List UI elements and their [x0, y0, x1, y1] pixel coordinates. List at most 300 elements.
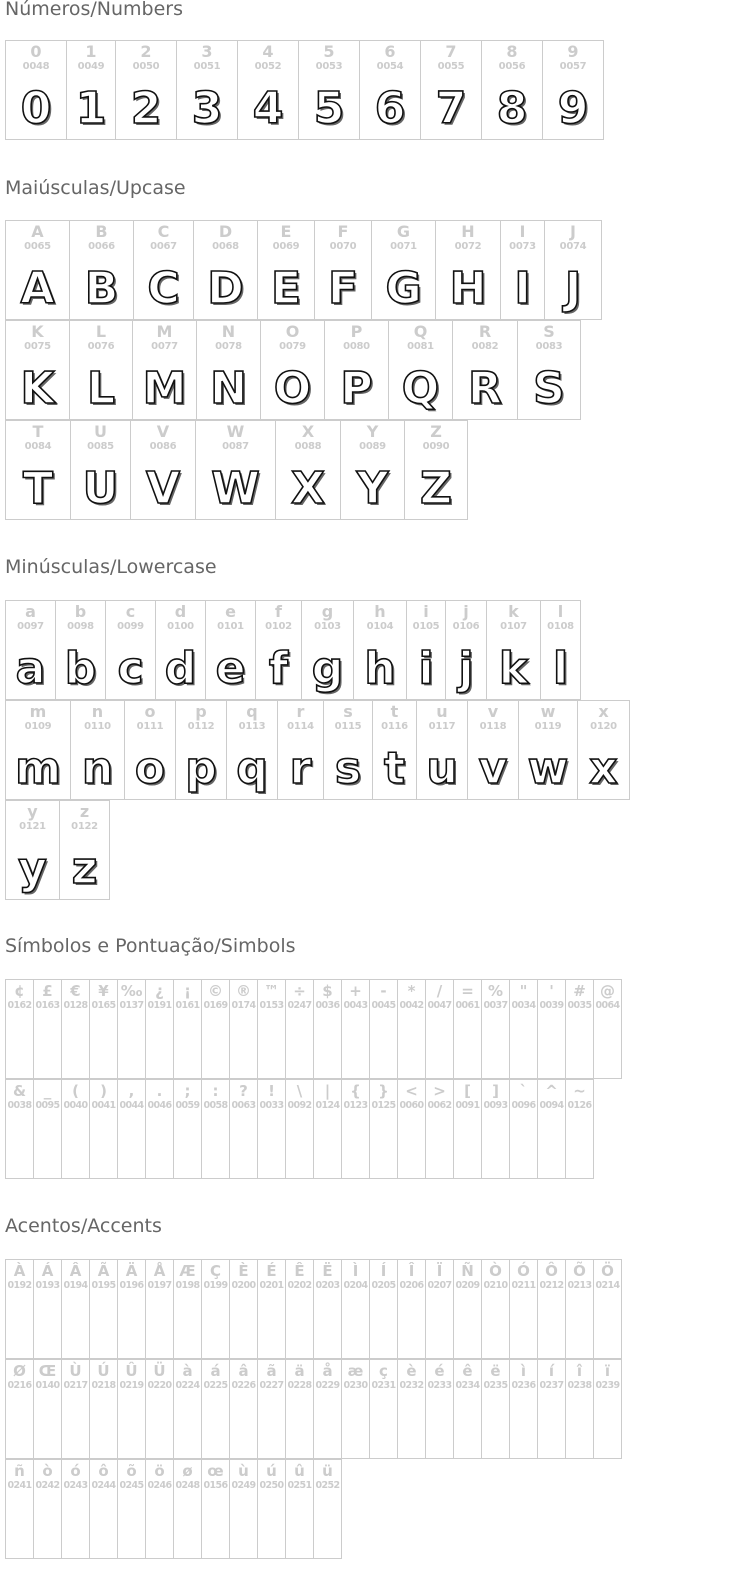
glyph-cell [257, 1359, 286, 1459]
glyph-cell [486, 600, 541, 700]
glyph-preview: s [334, 743, 362, 794]
glyph-cell [173, 979, 202, 1079]
character-label: ü [322, 1462, 333, 1480]
character-label: _ [43, 1082, 52, 1100]
character-label: + [349, 982, 362, 1000]
glyph-cell [565, 979, 594, 1079]
character-code: 0242 [35, 1480, 60, 1491]
character-label: Ó [517, 1262, 530, 1280]
glyph-preview: Z [420, 463, 452, 514]
glyph-cell [593, 1259, 622, 1359]
character-label: ) [100, 1082, 107, 1100]
character-label: å [322, 1362, 333, 1380]
character-code: 0099 [117, 621, 144, 632]
character-code: 0161 [175, 1000, 200, 1011]
glyph-cell [285, 1259, 314, 1359]
character-code: 0206 [399, 1280, 424, 1291]
glyph-cell [257, 979, 286, 1079]
character-label: 6 [384, 42, 396, 61]
glyph-cell [340, 420, 405, 520]
character-label: Œ [38, 1362, 57, 1380]
character-label: ( [72, 1082, 79, 1100]
glyph-cell [257, 1259, 286, 1359]
glyph-cell [124, 700, 176, 800]
glyph-cell [175, 700, 227, 800]
character-label: y [27, 802, 38, 821]
glyph-preview: G [385, 263, 422, 314]
character-label: D [218, 222, 233, 241]
character-label: ! [268, 1082, 275, 1100]
character-label: ~ [573, 1082, 586, 1100]
character-code: 0049 [77, 61, 105, 72]
glyph-cell [133, 220, 194, 320]
glyph-cell [257, 220, 315, 320]
character-code: 0120 [590, 721, 617, 732]
character-label: Ñ [461, 1262, 474, 1280]
character-code: 0241 [7, 1480, 32, 1491]
character-code: 0050 [132, 61, 160, 72]
character-label: L [95, 322, 107, 341]
character-code: 0122 [71, 821, 98, 832]
character-code: 0196 [119, 1280, 144, 1291]
character-code: 0056 [498, 61, 526, 72]
glyph-row [5, 1359, 621, 1459]
character-code: 0096 [511, 1100, 536, 1111]
character-label: ã [266, 1362, 277, 1380]
character-label: Å [153, 1262, 166, 1280]
glyph-cell [66, 40, 116, 140]
character-label: £ [42, 982, 53, 1000]
character-code: 0228 [287, 1380, 312, 1391]
glyph-cell [61, 1079, 90, 1179]
character-label: í [548, 1362, 555, 1380]
character-code: 0235 [483, 1380, 508, 1391]
glyph-cell [33, 979, 62, 1079]
character-label: } [378, 1082, 389, 1100]
glyph-preview: P [340, 363, 373, 414]
character-label: S [543, 322, 555, 341]
glyph-cell [260, 320, 325, 420]
character-code: 0192 [7, 1280, 32, 1291]
glyph-cell [117, 979, 146, 1079]
character-label: g [321, 602, 334, 621]
character-label: á [210, 1362, 221, 1380]
glyph-preview: I [514, 263, 531, 314]
character-code: 0072 [454, 241, 482, 252]
character-label: 1 [85, 42, 97, 61]
character-code: 0077 [151, 341, 178, 352]
glyph-preview: Q [401, 363, 440, 414]
character-code: 0210 [483, 1280, 508, 1291]
glyph-preview: j [458, 643, 474, 694]
glyph-row [5, 700, 629, 800]
character-code: 0065 [24, 241, 51, 252]
character-label: ; [184, 1082, 191, 1100]
glyph-cell [33, 1359, 62, 1459]
character-code: 0212 [539, 1280, 564, 1291]
glyph-cell [565, 1359, 594, 1459]
glyph-cell [117, 1259, 146, 1359]
glyph-cell [435, 220, 501, 320]
glyph-cell [285, 1079, 314, 1179]
character-code: 0156 [203, 1480, 228, 1491]
character-label: I [519, 222, 526, 241]
character-code: 0191 [147, 1000, 172, 1011]
character-label: 7 [445, 42, 457, 61]
character-code: 0112 [187, 721, 215, 732]
character-label: > [433, 1082, 446, 1100]
character-label: ö [154, 1462, 165, 1480]
character-code: 0085 [87, 441, 114, 452]
character-code: 0195 [91, 1280, 116, 1291]
glyph-cell [467, 700, 519, 800]
character-code: 0169 [203, 1000, 228, 1011]
glyph-cell [388, 320, 453, 420]
character-label: a [25, 602, 36, 621]
glyph-cell [226, 700, 278, 800]
character-label: W [226, 422, 245, 441]
character-code: 0174 [231, 1000, 256, 1011]
glyph-cell [33, 1079, 62, 1179]
character-label: Ë [322, 1262, 333, 1280]
glyph-preview: v [478, 743, 508, 794]
character-code: 0239 [595, 1380, 620, 1391]
character-label: © [208, 982, 223, 1000]
glyph-row [5, 220, 601, 320]
character-label: A [31, 222, 44, 241]
section-title: Acentos/Accents [5, 1215, 162, 1237]
character-code: 0236 [511, 1380, 536, 1391]
character-label: Ü [153, 1362, 166, 1380]
character-code: 0063 [231, 1100, 256, 1111]
character-code: 0040 [63, 1100, 88, 1111]
character-code: 0069 [272, 241, 300, 252]
character-label: o [144, 702, 156, 721]
glyph-cell [105, 600, 156, 700]
glyph-cell [173, 1079, 202, 1179]
character-code: 0247 [287, 1000, 312, 1011]
character-code: 0201 [259, 1280, 284, 1291]
character-code: 0231 [371, 1380, 396, 1391]
glyph-cell [324, 320, 389, 420]
glyph-cell [481, 979, 510, 1079]
glyph-preview: 8 [496, 83, 528, 134]
character-code: 0211 [511, 1280, 536, 1291]
character-label: œ [207, 1462, 224, 1480]
character-label: Î [408, 1262, 415, 1280]
character-code: 0066 [88, 241, 115, 252]
character-label: ÷ [293, 982, 306, 1000]
character-code: 0068 [212, 241, 239, 252]
character-code: 0209 [455, 1280, 480, 1291]
glyph-cell [117, 1459, 146, 1559]
character-label: é [434, 1362, 445, 1380]
glyph-preview: V [145, 463, 181, 514]
character-code: 0061 [455, 1000, 480, 1011]
character-code: 0055 [437, 61, 465, 72]
character-label: Y [366, 422, 379, 441]
character-code: 0104 [366, 621, 394, 632]
glyph-cell [155, 600, 206, 700]
glyph-cell [89, 1359, 118, 1459]
glyph-row [5, 979, 621, 1079]
character-code: 0089 [359, 441, 386, 452]
character-label: ® [236, 982, 251, 1000]
character-label: r [296, 702, 305, 721]
character-code: 0249 [231, 1480, 256, 1491]
character-code: 0043 [343, 1000, 368, 1011]
character-label: p [195, 702, 207, 721]
character-label: [ [464, 1082, 471, 1100]
glyph-cell [61, 1259, 90, 1359]
character-label: Õ [573, 1262, 586, 1280]
glyph-cell [481, 1359, 510, 1459]
glyph-cell [89, 979, 118, 1079]
character-code: 0037 [483, 1000, 508, 1011]
glyph-cell [544, 220, 602, 320]
section-title: Minúsculas/Lowercase [5, 556, 217, 578]
character-code: 0217 [63, 1380, 88, 1391]
character-code: 0116 [381, 721, 408, 732]
character-code: 0205 [371, 1280, 396, 1291]
glyph-preview: R [468, 363, 502, 414]
glyph-preview: x [589, 743, 618, 794]
glyph-preview: F [327, 263, 359, 314]
character-code: 0252 [315, 1480, 340, 1491]
character-label: N [221, 322, 236, 341]
glyph-cell [257, 1079, 286, 1179]
character-code: 0202 [287, 1280, 312, 1291]
glyph-preview: t [383, 743, 406, 794]
character-label: Í [380, 1262, 387, 1280]
glyph-cell [593, 979, 622, 1079]
character-label: e [225, 602, 236, 621]
glyph-cell [313, 1079, 342, 1179]
character-label: Ø [13, 1362, 26, 1380]
character-code: 0251 [287, 1480, 312, 1491]
character-code: 0220 [147, 1380, 172, 1391]
character-label: È [238, 1262, 249, 1280]
character-code: 0248 [175, 1480, 200, 1491]
glyph-preview: C [147, 263, 180, 314]
character-label: ¢ [14, 982, 25, 1000]
character-code: 0046 [147, 1100, 172, 1111]
character-code: 0108 [547, 621, 574, 632]
glyph-cell [509, 1259, 538, 1359]
glyph-cell [5, 1079, 34, 1179]
glyph-cell [255, 600, 302, 700]
glyph-preview: 1 [75, 83, 107, 134]
character-label: v [487, 702, 499, 721]
glyph-cell [229, 1259, 258, 1359]
glyph-row [5, 800, 109, 900]
character-label: < [405, 1082, 418, 1100]
character-code: 0094 [539, 1100, 564, 1111]
glyph-cell [453, 1079, 482, 1179]
character-code: 0245 [119, 1480, 144, 1491]
character-code: 0105 [412, 621, 440, 632]
glyph-cell [540, 600, 581, 700]
character-label: . [156, 1082, 163, 1100]
glyph-cell [369, 1259, 398, 1359]
glyph-row [5, 1259, 621, 1359]
character-label: O [285, 322, 300, 341]
character-code: 0053 [315, 61, 343, 72]
character-code: 0117 [428, 721, 456, 732]
glyph-preview: g [311, 643, 344, 694]
glyph-cell [301, 600, 354, 700]
glyph-cell [229, 1359, 258, 1459]
character-code: 0219 [119, 1380, 144, 1391]
glyph-cell [70, 700, 125, 800]
glyph-cell [173, 1259, 202, 1359]
character-code: 0199 [203, 1280, 228, 1291]
glyph-preview: 2 [130, 83, 162, 134]
glyph-preview: E [270, 263, 302, 314]
glyph-cell [285, 1459, 314, 1559]
character-code: 0197 [147, 1280, 172, 1291]
glyph-cell [425, 1259, 454, 1359]
glyph-preview: Y [356, 463, 389, 514]
glyph-cell [5, 40, 67, 140]
character-label: Ö [601, 1262, 614, 1280]
character-label: 2 [140, 42, 152, 61]
character-code: 0060 [399, 1100, 424, 1111]
character-code: 0230 [343, 1380, 368, 1391]
glyph-cell [397, 1259, 426, 1359]
character-label: ë [490, 1362, 501, 1380]
glyph-cell [229, 1459, 258, 1559]
glyph-cell [341, 979, 370, 1079]
character-code: 0115 [334, 721, 362, 732]
glyph-preview: a [15, 643, 46, 694]
character-code: 0078 [215, 341, 242, 352]
glyph-preview: 3 [191, 83, 223, 134]
character-label: À [13, 1262, 26, 1280]
glyph-preview: D [207, 263, 244, 314]
character-code: 0233 [427, 1380, 452, 1391]
glyph-preview: y [18, 843, 47, 894]
glyph-preview: z [71, 843, 98, 894]
character-code: 0038 [7, 1100, 32, 1111]
character-code: 0232 [399, 1380, 424, 1391]
glyph-cell [518, 700, 578, 800]
character-code: 0034 [511, 1000, 536, 1011]
character-code: 0076 [87, 341, 115, 352]
glyph-cell [89, 1079, 118, 1179]
glyph-cell [565, 1079, 594, 1179]
glyph-preview: O [273, 363, 312, 414]
character-label: à [182, 1362, 193, 1380]
glyph-preview: M [142, 363, 187, 414]
character-label: { [350, 1082, 361, 1100]
glyph-preview: h [364, 643, 396, 694]
character-code: 0193 [35, 1280, 60, 1291]
character-code: 0110 [84, 721, 111, 732]
glyph-cell [229, 979, 258, 1079]
glyph-preview: T [22, 463, 53, 514]
glyph-cell [89, 1459, 118, 1559]
character-code: 0048 [22, 61, 50, 72]
character-code: 0086 [149, 441, 177, 452]
character-code: 0128 [63, 1000, 88, 1011]
character-label: X [301, 422, 315, 441]
glyph-cell [145, 1259, 174, 1359]
character-code: 0071 [390, 241, 417, 252]
character-label: 5 [323, 42, 335, 61]
character-label: - [380, 982, 387, 1000]
glyph-cell [404, 420, 468, 520]
glyph-cell [445, 600, 487, 700]
glyph-preview: 5 [313, 83, 345, 134]
character-label: \ [296, 1082, 303, 1100]
glyph-cell [115, 40, 177, 140]
glyph-cell [69, 320, 133, 420]
glyph-cell [145, 1359, 174, 1459]
glyph-cell [193, 220, 258, 320]
character-code: 0103 [314, 621, 341, 632]
section-title: Maiúsculas/Upcase [5, 177, 186, 199]
character-label: ò [42, 1462, 53, 1480]
glyph-preview: H [449, 263, 487, 314]
character-label: f [275, 602, 282, 621]
character-label: ú [266, 1462, 277, 1480]
character-label: J [570, 222, 576, 241]
character-label: ä [294, 1362, 305, 1380]
glyph-preview: m [15, 743, 61, 794]
glyph-cell [201, 1359, 230, 1459]
glyph-cell [509, 1079, 538, 1179]
section-title: Números/Numbers [5, 0, 183, 20]
character-label: * [407, 982, 416, 1000]
glyph-preview: W [211, 463, 260, 514]
glyph-cell [195, 420, 276, 520]
character-label: 4 [262, 42, 274, 61]
glyph-preview: A [20, 263, 55, 314]
character-label: " [519, 982, 528, 1000]
character-code: 0083 [535, 341, 563, 352]
glyph-cell [537, 1359, 566, 1459]
character-code: 0035 [567, 1000, 592, 1011]
character-code: 0067 [150, 241, 177, 252]
glyph-cell [145, 979, 174, 1079]
character-label: Á [41, 1262, 54, 1280]
character-label: Z [430, 422, 442, 441]
character-code: 0070 [329, 241, 357, 252]
character-code: 0093 [483, 1100, 508, 1111]
glyph-cell [341, 1359, 370, 1459]
glyph-cell [313, 1259, 342, 1359]
character-code: 0098 [67, 621, 94, 632]
character-code: 0039 [539, 1000, 564, 1011]
character-code: 0244 [91, 1480, 116, 1491]
character-code: 0218 [91, 1380, 116, 1391]
character-code: 0246 [147, 1480, 172, 1491]
glyph-cell [275, 420, 341, 520]
character-code: 0080 [343, 341, 370, 352]
character-code: 0234 [455, 1380, 480, 1391]
glyph-cell [542, 40, 604, 140]
glyph-cell [285, 979, 314, 1079]
character-label: = [461, 982, 474, 1000]
character-code: 0207 [427, 1280, 452, 1291]
character-code: 0121 [19, 821, 46, 832]
glyph-row [5, 1459, 341, 1559]
character-code: 0097 [17, 621, 44, 632]
character-label: % [487, 982, 504, 1000]
character-label: ï [604, 1362, 611, 1380]
character-code: 0101 [217, 621, 244, 632]
